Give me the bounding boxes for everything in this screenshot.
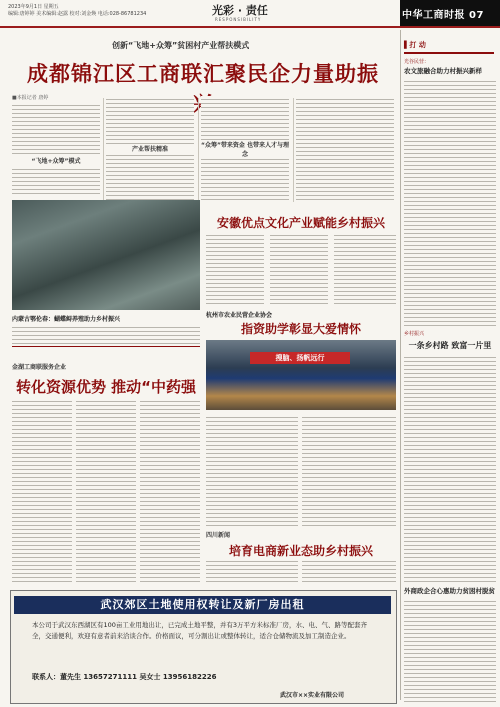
lead-subhead-1: “飞地+众筹”模式 — [31, 158, 81, 165]
masthead-title: 中华工商时报 07 — [402, 10, 484, 21]
sidebar-headline-3: 外商政企合心惠助力贫困村脱贫 — [404, 587, 495, 595]
ad-contact: 联系人：董先生 13657271111 吴女士 13956182226 — [32, 673, 217, 681]
divider — [12, 346, 200, 347]
donation-headline: 指资助学彰显大爱情怀 — [240, 322, 361, 336]
medicine-kicker: 金湖工商联服务企业 — [12, 364, 67, 371]
caption-text — [12, 324, 200, 344]
culture-column-1 — [206, 232, 264, 306]
sidebar-text-2 — [404, 354, 496, 582]
lead-subhead-3: “众筹”带来资金 也带来人才与理念 — [201, 142, 289, 158]
lead-column-1 — [12, 102, 100, 154]
medicine-column-1 — [12, 398, 72, 582]
medicine-column-2 — [76, 398, 136, 582]
sidebar-headline-1: 农文旅融合助力村振兴新样 — [404, 67, 482, 75]
sidebar-text-3 — [404, 598, 496, 702]
training-column-1 — [206, 558, 298, 584]
section-subtitle: RESPONSIBILITY — [215, 17, 262, 22]
culture-caption: 杭州市农业民营企业协会 — [206, 312, 273, 319]
column-rule — [198, 98, 199, 202]
culture-column-3 — [334, 232, 396, 306]
sidebar-headline-2: 一条乡村路 致富一片里 — [408, 341, 492, 350]
date-line: 2023年9月1日 星期五 — [8, 4, 59, 10]
donation-column-2 — [302, 414, 396, 526]
ad-company: 武汉市××实业有限公司 — [280, 692, 345, 699]
lead-subhead-2: 产业帮扶精准 — [106, 144, 194, 153]
lead-headline: 成都锦江区工商联汇聚民企力量助振 — [27, 62, 379, 86]
sidebar-text-1 — [404, 78, 496, 326]
fish-farm-photo — [12, 200, 200, 310]
training-column-2 — [302, 558, 396, 584]
training-kicker: 四川新闻 — [206, 532, 231, 539]
sidebar-tag: ▌打 动 — [404, 41, 426, 49]
photo-banner: 搜脑、扬帆远行 — [250, 352, 350, 364]
sidebar-rule — [400, 30, 401, 700]
header-meta — [8, 4, 146, 18]
photo-caption: 内蒙古鄂伦春：蝴蝶鲟养殖助力乡村振兴 — [12, 316, 121, 323]
ad-body: 本公司于武汉东西湖区有100亩工业用地出让，已完成土地平整，并有3万平方米标准厂房，水、电、气、路等配套齐全，交通便利，欢迎有意者前来洽谈合作。价格面议，可分割出让或整体转让，适合仓储物流及加工制造企业。 — [32, 621, 368, 640]
lead-column-4 — [296, 96, 394, 201]
lead-kicker: 创新“飞地+众筹”贫困村产业帮扶模式 — [112, 41, 250, 50]
editor-line: 编辑:唐婷婷 美术编辑:赵露 校对:刘金焕 电话:028-86781234 — [8, 11, 147, 17]
header-rule — [0, 26, 500, 28]
sidebar-kicker-2: 乡村振兴 — [404, 331, 425, 337]
section-title: 光彩 · 责任 — [212, 4, 268, 17]
ad-title: 武汉郊区土地使用权转让及新厂房出租 — [14, 596, 391, 614]
medicine-column-3 — [140, 398, 200, 582]
sidebar-kicker: 光谷民营： — [404, 59, 430, 65]
donation-photo — [206, 340, 396, 410]
donation-column-1 — [206, 414, 298, 526]
medicine-headline: 转化资源优势 推动“中药强 — [15, 378, 197, 396]
lead-byline: ■本报记者 唐婷 — [12, 95, 49, 101]
training-headline: 培育电商新业态助乡村振兴 — [228, 544, 373, 558]
lead-column-1b — [12, 166, 100, 196]
culture-column-2 — [270, 232, 328, 306]
culture-headline: 安徽优点文化产业赋能乡村振兴 — [216, 216, 385, 230]
column-rule — [293, 98, 294, 202]
